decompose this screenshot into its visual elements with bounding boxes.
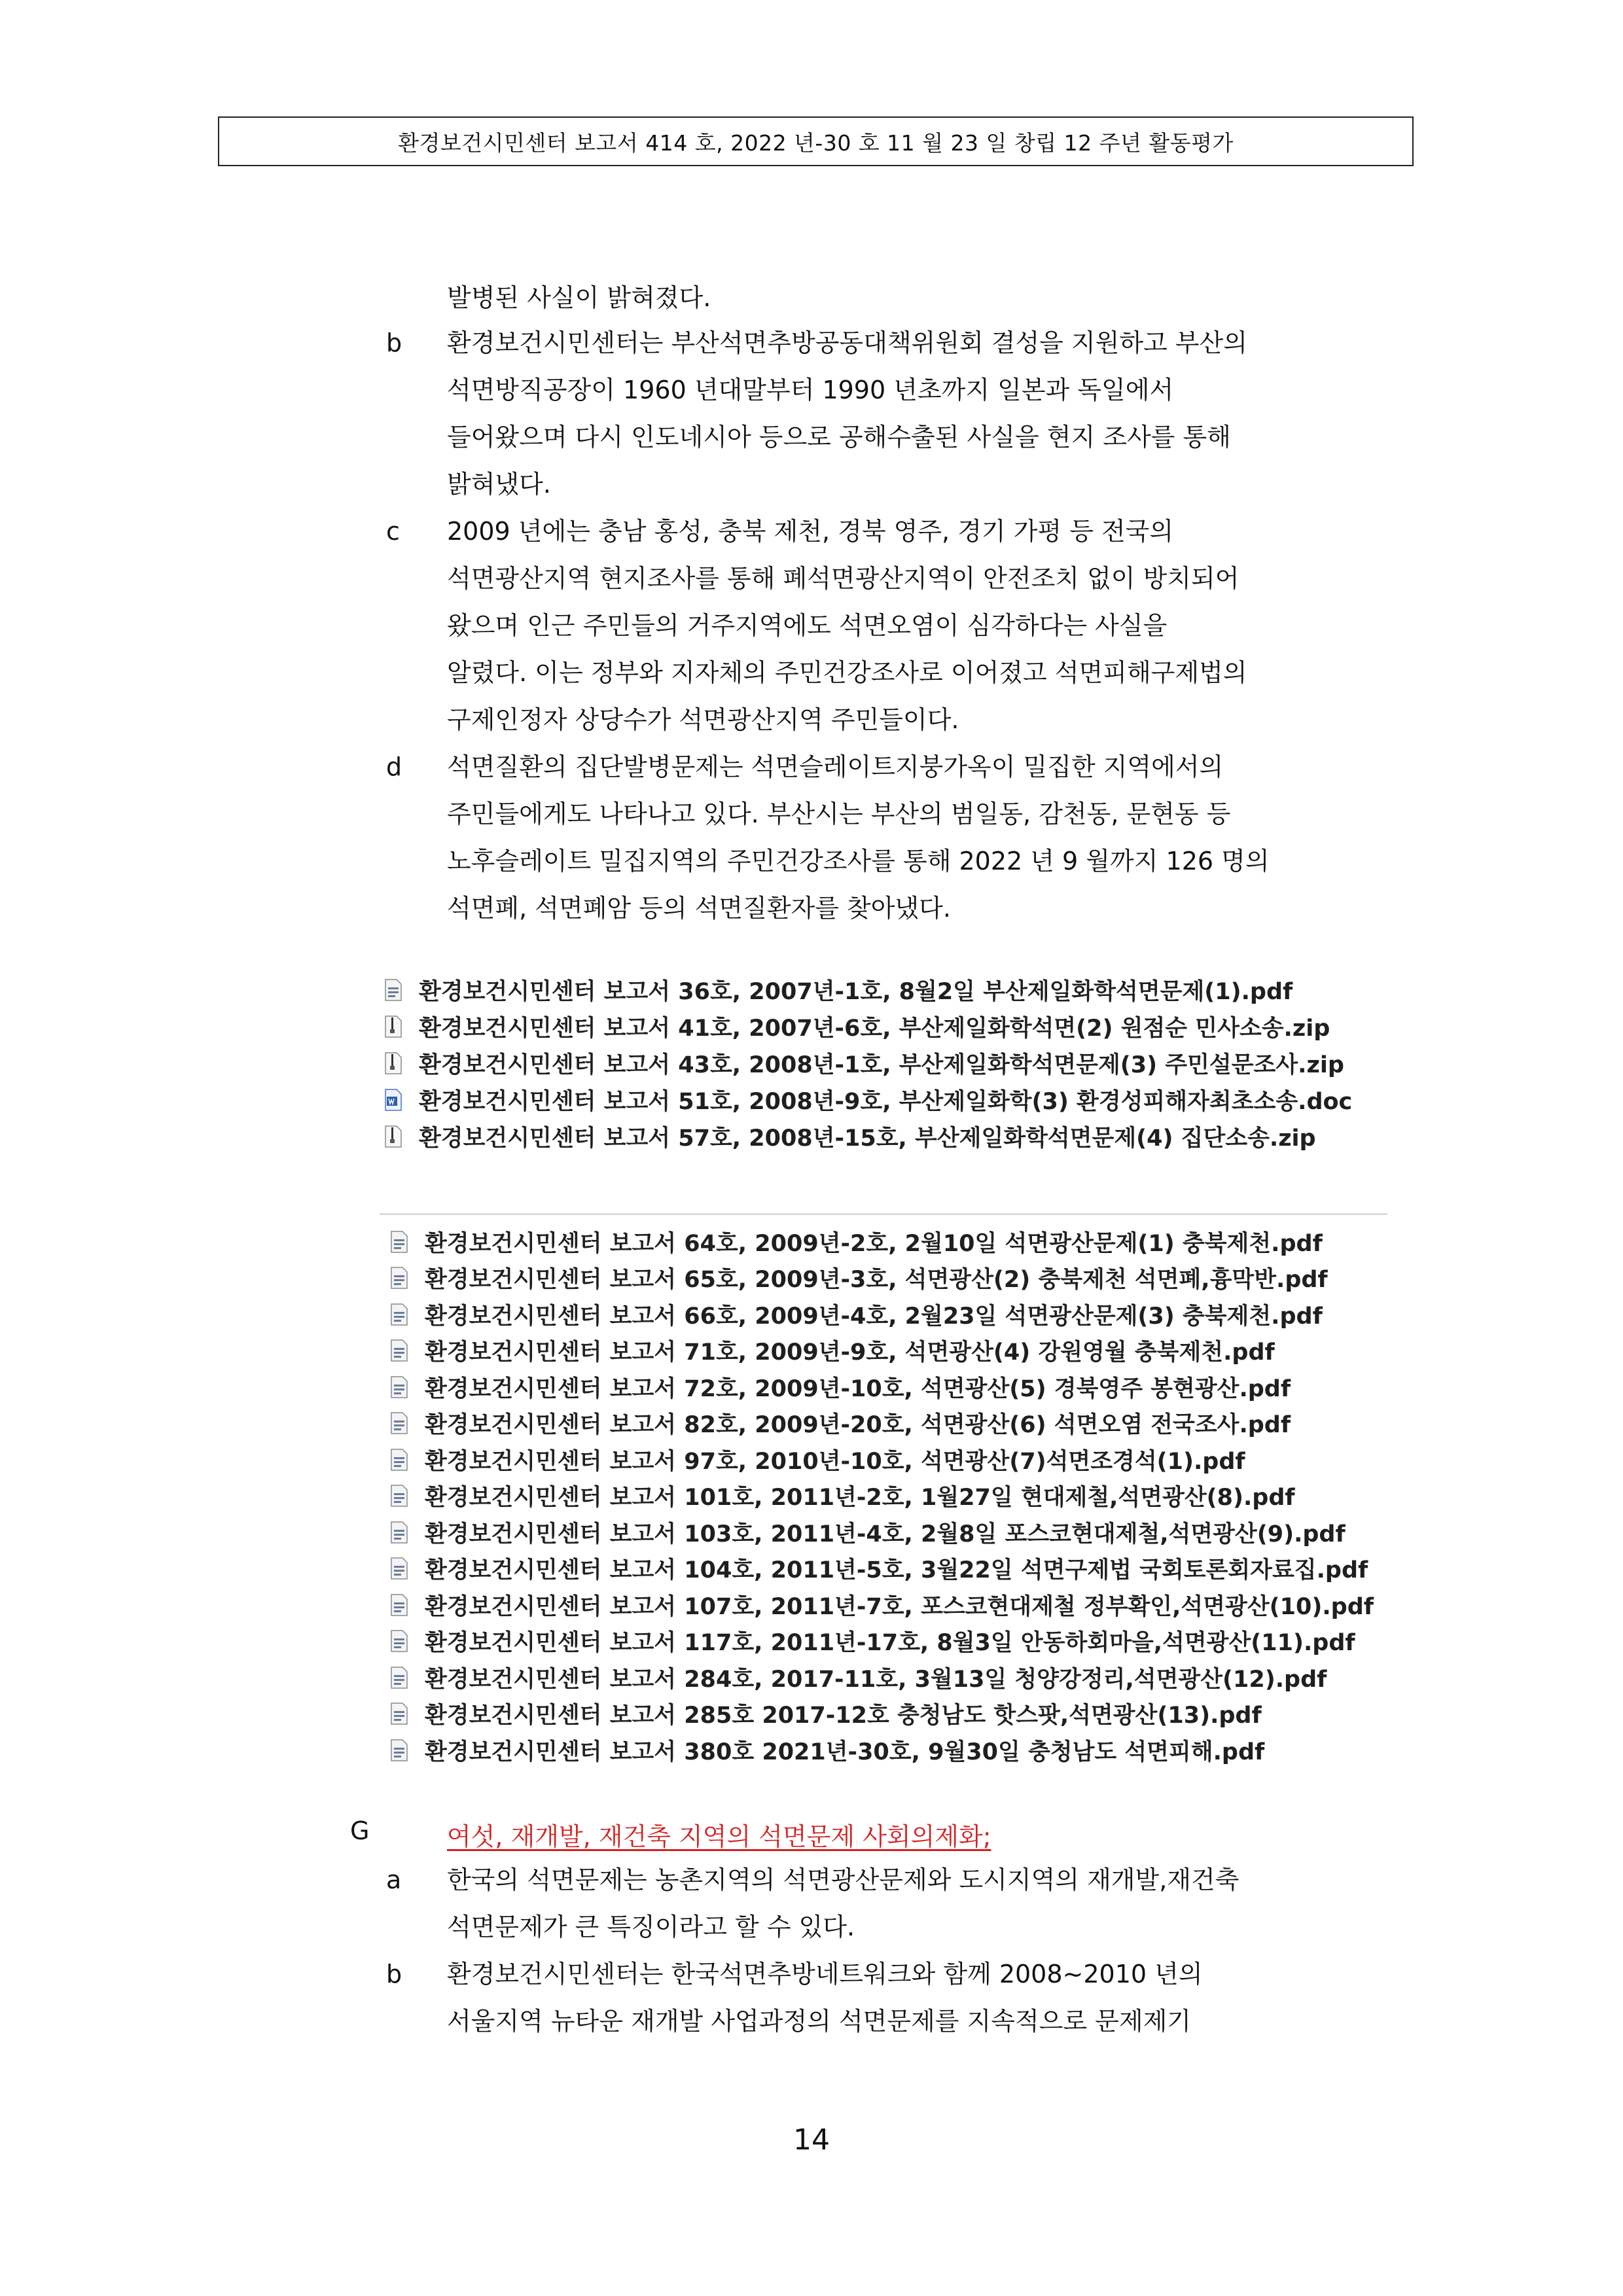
list-item-g-a [386, 1856, 1394, 1951]
pdf-file-icon [391, 1376, 408, 1398]
pdf-file-icon [385, 979, 402, 1001]
report-header [218, 116, 1414, 166]
file-name: 환경보건시민센터 보고서 72호, 2009년-10호, 석면광산(5) 경북영주 봉현광산.pdf [425, 1375, 1291, 1402]
list-item-b [386, 319, 1394, 508]
list-item-c [386, 508, 1394, 743]
file-row[interactable] [385, 1082, 1352, 1118]
list-letter: b [386, 1960, 402, 1988]
file-row[interactable] [385, 1045, 1352, 1082]
paragraph-line: 서울지역 뉴타운 재개발 사업과정의 석면문제를 지속적으로 문제제기 [447, 2007, 1192, 2036]
doc-file-icon [385, 1089, 402, 1111]
paragraph-line: 왔으며 인근 주민들의 거주지역에도 석면오염이 심각하다는 사실을 [447, 611, 1168, 640]
file-name: 환경보건시민센터 보고서 97호, 2010년-10호, 석면광산(7)석면조경석(1).pdf [425, 1448, 1245, 1475]
file-name: 환경보건시민센터 보고서 51호, 2008년-9호, 부산제일화학(3) 환경성피해자최초소송.doc [419, 1089, 1353, 1115]
list-letter: d [386, 752, 402, 781]
file-name: 환경보건시민센터 보고서 64호, 2009년-2호, 2월10일 석면광산문제(1) 충북제천.pdf [425, 1230, 1323, 1257]
file-name: 환경보건시민센터 보고서 82호, 2009년-20호, 석면광산(6) 석면오염 전국조사.pdf [425, 1412, 1291, 1439]
file-name: 환경보건시민센터 보고서 107호, 2011년-7호, 포스코현대제철 정부확인,석면광산(10).pdf [425, 1593, 1374, 1620]
file-row[interactable] [391, 1369, 1374, 1405]
paragraph-line: 석면질환의 집단발병문제는 석면슬레이트지붕가옥이 밀집한 지역에서의 [447, 752, 1224, 781]
file-row[interactable] [391, 1623, 1374, 1660]
file-row[interactable] [391, 1260, 1374, 1297]
paragraph-line: 노후슬레이트 밀집지역의 주민건강조사를 통해 2022 년 9 월까지 126 명의 [447, 847, 1270, 875]
file-name: 환경보건시민센터 보고서 41호, 2007년-6호, 부산제일화학석면(2) 원점순 민사소송.zip [419, 1016, 1330, 1042]
pdf-file-icon [391, 1449, 408, 1471]
paragraph-line: 알렸다. 이는 정부와 지자체의 주민건강조사로 이어졌고 석면피해구제법의 [447, 658, 1247, 687]
file-row[interactable] [391, 1551, 1374, 1587]
pdf-file-icon [391, 1557, 408, 1580]
file-name: 환경보건시민센터 보고서 57호, 2008년-15호, 부산제일화학석면문제(4) 집단소송.zip [419, 1125, 1316, 1152]
file-row[interactable] [391, 1696, 1374, 1733]
pdf-file-icon [391, 1485, 408, 1507]
file-name: 환경보건시민센터 보고서 101호, 2011년-2호, 1월27일 현대제철,석면광산(8).pdf [425, 1485, 1295, 1511]
file-row[interactable] [391, 1732, 1374, 1769]
zip-file-icon [385, 1125, 402, 1148]
pdf-file-icon [391, 1412, 408, 1434]
file-name: 환경보건시민센터 보고서 71호, 2009년-9호, 석면광산(4) 강원영월 충북제천.pdf [425, 1339, 1275, 1366]
file-name: 환경보건시민센터 보고서 103호, 2011년-4호, 2월8일 포스코현대제철,석면광산(9).pdf [425, 1521, 1346, 1547]
pdf-file-icon [391, 1231, 408, 1253]
file-name: 환경보건시민센터 보고서 36호, 2007년-1호, 8월2일 부산제일화학석면문제(1).pdf [419, 979, 1293, 1005]
paragraph-line: 구제인정자 상당수가 석면광산지역 주민들이다. [447, 705, 959, 734]
zip-file-icon [385, 1016, 402, 1038]
pdf-file-icon [391, 1667, 408, 1689]
file-name: 환경보건시민센터 보고서 285호 2017-12호 충청남도 핫스팟,석면광산(13).pdf [425, 1703, 1262, 1729]
file-row[interactable] [391, 1333, 1374, 1369]
file-row[interactable] [391, 1224, 1374, 1260]
file-list-busan [385, 972, 1352, 1155]
file-row[interactable] [391, 1296, 1374, 1333]
paragraph-line: 석면방직공장이 1960 년대말부터 1990 년초까지 일본과 독일에서 [447, 376, 1174, 404]
pdf-file-icon [391, 1703, 408, 1725]
file-list-asbestos-mines [391, 1224, 1374, 1769]
pdf-file-icon [391, 1630, 408, 1652]
list-item-d [386, 743, 1394, 932]
file-row[interactable] [385, 1008, 1352, 1045]
paragraph-line: 석면광산지역 현지조사를 통해 폐석면광산지역이 안전조치 없이 방치되어 [447, 564, 1240, 593]
file-name: 환경보건시민센터 보고서 65호, 2009년-3호, 석면광산(2) 충북제천 석면폐,흉막반.pdf [425, 1267, 1328, 1294]
continued-paragraph: 발병된 사실이 밝혀졌다. [447, 283, 711, 312]
zip-file-icon [385, 1052, 402, 1074]
paragraph-line: 한국의 석면문제는 농촌지역의 석면광산문제와 도시지역의 재개발,재건축 [447, 1865, 1240, 1894]
paragraph-line: 밝혀냈다. [447, 470, 551, 499]
screenshot-divider [380, 1213, 1387, 1215]
file-name: 환경보건시민센터 보고서 380호 2021년-30호, 9월30일 충청남도 석면피해.pdf [425, 1739, 1265, 1765]
file-name: 환경보건시민센터 보고서 104호, 2011년-5호, 3월22일 석면구제법 국회토론회자료집.pdf [425, 1557, 1368, 1584]
paragraph-line: 주민들에게도 나타나고 있다. 부산시는 부산의 범일동, 감천동, 문현동 등 [447, 800, 1231, 828]
list-letter: a [386, 1865, 402, 1894]
pdf-file-icon [391, 1303, 408, 1326]
file-row[interactable] [391, 1441, 1374, 1478]
file-row[interactable] [391, 1587, 1374, 1623]
file-name: 환경보건시민센터 보고서 43호, 2008년-1호, 부산제일화학석면문제(3) 주민설문조사.zip [419, 1052, 1344, 1078]
file-row[interactable] [385, 1118, 1352, 1155]
section-title: 여섯, 재개발, 재건축 지역의 석면문제 사회의제화; [447, 1822, 991, 1851]
file-name: 환경보건시민센터 보고서 66호, 2009년-4호, 2월23일 석면광산문제(3) 충북제천.pdf [425, 1303, 1323, 1330]
header-title: 환경보건시민센터 보고서 414 호, 2022 년-30 호 11 월 23 일 창립 12 주년 활동평가 [398, 130, 1234, 156]
file-row[interactable] [391, 1514, 1374, 1551]
file-row[interactable] [391, 1478, 1374, 1515]
paragraph-line: 환경보건시민센터는 한국석면추방네트워크와 함께 2008~2010 년의 [447, 1960, 1203, 1988]
list-letter: b [386, 328, 402, 357]
list-item-g-b [386, 1951, 1394, 2045]
paragraph-line: 2009 년에는 충남 홍성, 충북 제천, 경북 영주, 경기 가평 등 전국의 [447, 517, 1174, 546]
page-number: 14 [793, 2123, 830, 2157]
section-g-heading [350, 1816, 991, 1852]
file-name: 환경보건시민센터 보고서 117호, 2011년-17호, 8월3일 안동하회마을,석면광산(11).pdf [425, 1630, 1355, 1657]
section-letter: G [350, 1816, 370, 1845]
pdf-file-icon [391, 1339, 408, 1362]
file-row[interactable] [391, 1659, 1374, 1696]
pdf-file-icon [391, 1739, 408, 1761]
file-row[interactable] [385, 972, 1352, 1008]
paragraph-line: 석면문제가 큰 특징이라고 할 수 있다. [447, 1913, 855, 1941]
file-row[interactable] [391, 1405, 1374, 1442]
paragraph-line: 들어왔으며 다시 인도네시아 등으로 공해수출된 사실을 현지 조사를 통해 [447, 423, 1231, 451]
pdf-file-icon [391, 1521, 408, 1544]
pdf-file-icon [391, 1267, 408, 1289]
list-letter: c [386, 517, 400, 546]
pdf-file-icon [391, 1594, 408, 1616]
paragraph-line: 환경보건시민센터는 부산석면추방공동대책위원회 결성을 지원하고 부산의 [447, 328, 1247, 357]
file-name: 환경보건시민센터 보고서 284호, 2017-11호, 3월13일 청양강정리,석면광산(12).pdf [425, 1666, 1327, 1693]
paragraph-line: 석면폐, 석면폐암 등의 석면질환자를 찾아냈다. [447, 894, 951, 923]
